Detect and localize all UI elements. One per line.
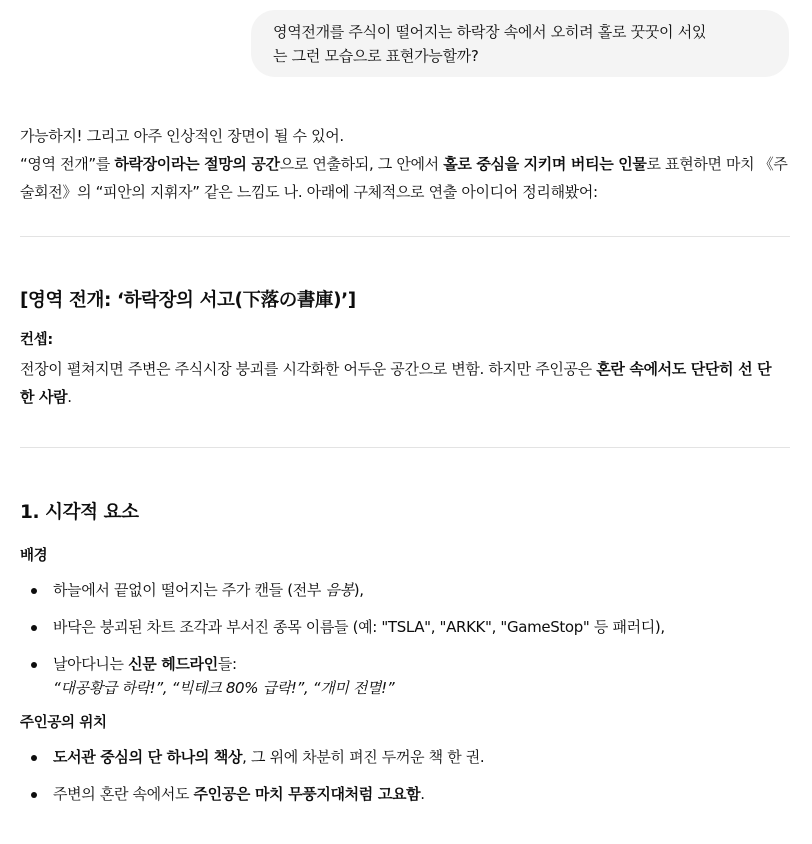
list-emphasis: 음봉 [325, 581, 354, 599]
concept-text-part: 전장이 펼쳐지면 주변은 주식시장 붕괴를 시각화한 어두운 공간으로 변함. 하지만 주인공은 [20, 360, 597, 378]
list-text: 바닥은 붕괴된 차트 조각과 부서진 종목 이름들 (예: "TSLA", "ARKK", "GameStop" 등 패러디), [53, 618, 665, 636]
list-text: 날아다니는 [53, 655, 129, 673]
intro-text: “영역 전개”를 [20, 155, 115, 173]
bullet-icon [31, 662, 37, 668]
intro-paragraph [20, 122, 790, 206]
user-message-line-1: 영역전개를 주식이 떨어지는 하락장 속에서 오히려 홀로 꿋꿋이 서있 [273, 23, 707, 41]
list-text: , 그 위에 차분히 펴진 두꺼운 책 한 권. [242, 748, 485, 766]
list-emphasis: 신문 헤드라인 [128, 655, 218, 673]
list-emphasis: 도서관 중심의 단 하나의 책상 [53, 748, 243, 766]
list-item [20, 652, 790, 700]
bullet-icon [31, 625, 37, 631]
divider [20, 236, 790, 237]
background-label: 배경 [20, 548, 48, 564]
assistant-response [20, 122, 790, 819]
intro-text: 으로 연출하되, 그 안에서 [279, 155, 444, 173]
bullet-icon [31, 755, 37, 761]
list-text: ), [353, 581, 364, 599]
concept-text [20, 355, 790, 411]
position-label: 주인공의 위치 [20, 715, 107, 731]
user-message-bubble [251, 10, 789, 77]
concept-text-part: . [67, 388, 72, 406]
list-item [20, 745, 790, 769]
intro-line-1: 가능하지! 그리고 아주 인상적인 장면이 될 수 있어. [20, 127, 344, 145]
intro-text: 로 표현하면 마치 《주술회전》의 “피안의 지휘자” 같은 느낌도 나. 아래에 구체적으로 연출 아이디어 정리해봤어: [20, 155, 788, 201]
list-text: 하늘에서 끝없이 떨어지는 주가 캔들 (전부 [53, 581, 326, 599]
list-item [20, 578, 790, 602]
list-text: 주변의 혼란 속에서도 [53, 785, 194, 803]
list-text: 들: [217, 655, 237, 673]
intro-emphasis: 홀로 중심을 지키며 버티는 인물 [443, 155, 647, 173]
bullet-icon [31, 588, 37, 594]
intro-emphasis: 하락장이라는 절망의 공간 [114, 155, 280, 173]
concept-label: 컨셉: [20, 332, 53, 348]
position-list [20, 745, 790, 806]
list-text: . [420, 785, 425, 803]
list-emphasis: 주인공은 마치 무풍지대처럼 고요함 [193, 785, 421, 803]
section-title: [영역 전개: ‘하락장의 서고(下落の書庫)’] [20, 290, 356, 311]
subsection-title: 1. 시각적 요소 [20, 502, 139, 523]
concept-emphasis: 혼란 속에서도 단단히 선 단 한 사람 [20, 360, 772, 406]
divider [20, 447, 790, 448]
user-message-line-2: 는 그런 모습으로 표현가능할까? [273, 47, 479, 65]
list-item [20, 615, 790, 639]
list-item [20, 782, 790, 806]
background-list [20, 578, 790, 700]
bullet-icon [31, 792, 37, 798]
headline-quotes: “대공황급 하락!”, “빅테크 80% 급락!”, “개미 전멸!” [53, 679, 395, 697]
